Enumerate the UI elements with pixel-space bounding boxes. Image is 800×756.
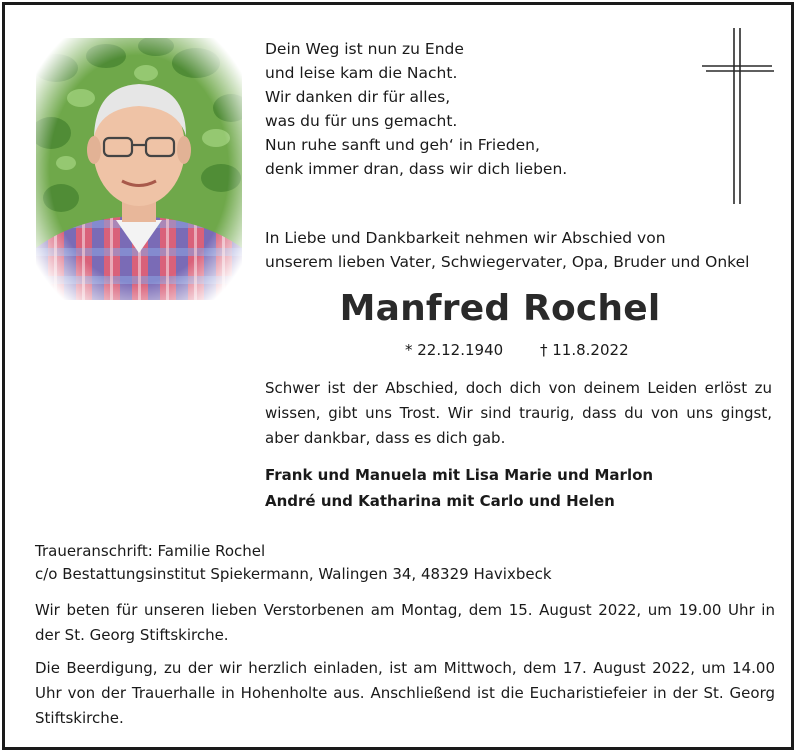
poem-line: und leise kam die Nacht. <box>265 64 458 82</box>
intro-text <box>265 226 785 274</box>
cross-icon <box>700 26 776 206</box>
address-line: Traueranschrift: Familie Rochel <box>35 542 266 560</box>
intro-line: In Liebe und Dankbarkeit nehmen wir Abschied von <box>265 229 666 247</box>
burial-text: Die Beerdigung, zu der wir herzlich einladen, ist am Mittwoch, dem 17. August 2022, um 14.00 Uhr von der Trauerhalle in Hohenholte aus. Anschließend ist die Eucharistiefeier in der St. Georg Stiftskirche. <box>35 659 775 727</box>
intro-line: unserem lieben Vater, Schwiegervater, Opa, Bruder und Onkel <box>265 253 750 271</box>
poem-line: Nun ruhe sanft und geh‘ in Frieden, <box>265 136 540 154</box>
birth-date: * 22.12.1940 <box>405 341 504 359</box>
portrait-photo <box>36 38 242 300</box>
poem-line: was du für uns gemacht. <box>265 112 458 130</box>
poem-line: Wir danken dir für alles, <box>265 88 451 106</box>
prayer-service-text: Wir beten für unseren lieben Verstorbenen am Montag, dem 15. August 2022, um 19.00 Uhr in der St. Georg Stiftskirche. <box>35 601 775 644</box>
family-line: Frank und Manuela mit Lisa Marie und Marlon <box>265 466 654 484</box>
mourning-address <box>35 540 775 586</box>
farewell-text: Schwer ist der Abschied, doch dich von deinem Leiden erlöst zu wissen, gibt uns Trost. Wir sind traurig, dass du von uns gingst, aber dankbar, dass es dich gab. <box>265 379 772 447</box>
poem-line: Dein Weg ist nun zu Ende <box>265 40 464 58</box>
death-date: † 11.8.2022 <box>540 341 629 359</box>
poem-line: denk immer dran, dass wir dich lieben. <box>265 160 568 178</box>
family-members <box>265 462 785 514</box>
poem <box>265 37 665 181</box>
address-line: c/o Bestattungsinstitut Spiekermann, Walingen 34, 48329 Havixbeck <box>35 565 552 583</box>
family-line: André und Katharina mit Carlo und Helen <box>265 492 615 510</box>
deceased-name: Manfred Rochel <box>339 288 661 329</box>
